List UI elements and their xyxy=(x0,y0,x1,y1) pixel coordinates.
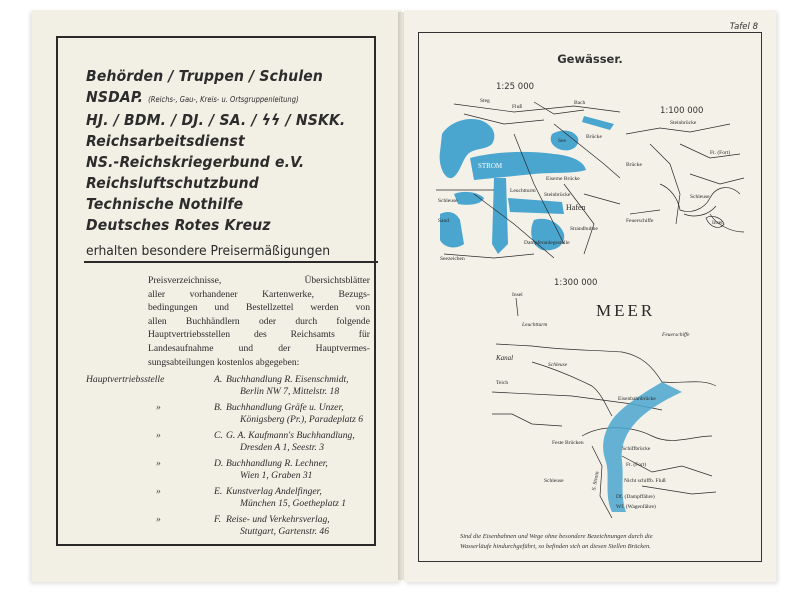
title-line-6: Reichsluftschutzbund xyxy=(86,174,259,192)
distributor-text xyxy=(226,430,355,454)
distributor-letter: A. xyxy=(214,374,223,385)
label-steinbruecke-2: Steinbrücke xyxy=(670,120,697,126)
distributor-name: Kunstverlag Andelfinger, xyxy=(226,486,322,497)
label-sand: Sand xyxy=(438,218,449,224)
paragraph-line: allen Buchhändlern oder durch folgende xyxy=(148,315,370,327)
label-steg: Steg xyxy=(480,98,490,104)
discount-text: erhalten besondere Preisermäßigungen xyxy=(86,244,331,259)
nsdap-label: NSDAP. xyxy=(86,88,144,106)
distributor-letter: D. xyxy=(214,458,224,469)
label-s-strom: S. Strom xyxy=(591,470,601,491)
distributor-row xyxy=(86,486,386,514)
paragraph-line: sungsabteilungen kostenlos abgegeben: xyxy=(148,356,300,368)
distributor-lead: » xyxy=(156,458,161,469)
label-bruecke-2: Brücke xyxy=(626,162,642,168)
map-lines xyxy=(626,124,744,232)
distributor-address: Wien 1, Graben 31 xyxy=(240,470,313,482)
label-eiserne-bruecke: Eiserne Brücke xyxy=(546,176,580,182)
paragraph-line: aller vorhandener Kartenwerke, Bezugs- xyxy=(148,288,370,300)
distributor-lead: » xyxy=(156,402,161,413)
map-1-100000 xyxy=(620,114,752,240)
caption-line-2: Wasserläufe hindurchgeführt, so befinden sich an diesen Stellen Brücken. xyxy=(460,543,651,550)
label-schleuse: Schleuse xyxy=(438,198,458,204)
distributor-name: Buchhandlung R. Eisenschmidt, xyxy=(226,374,349,385)
paragraph-line: Preisverzeichnisse, Übersichtsblätter xyxy=(148,275,370,286)
distributor-name: Buchhandlung R. Lechner, xyxy=(226,458,328,469)
title-line-2 xyxy=(86,87,356,110)
map-lines xyxy=(492,298,716,518)
info-paragraph xyxy=(148,274,370,369)
distributor-letter: B. xyxy=(214,402,223,413)
label-schleuse-2: Schleuse xyxy=(690,194,710,200)
distributor-text xyxy=(226,514,330,538)
scale-medium: 1:100 000 xyxy=(660,106,704,116)
label-teich: Teich xyxy=(496,380,509,386)
label-seezeichen: Seezeichen xyxy=(440,256,465,262)
distributor-letter: F. xyxy=(214,514,222,525)
label-schiffbruecke: Schiffbrücke xyxy=(622,446,651,452)
distributor-address: Berlin NW 7, Mittelstr. 18 xyxy=(240,386,340,398)
distributor-list xyxy=(86,374,386,542)
distributor-text xyxy=(226,374,349,398)
distributor-address: Dresden A 1, Seestr. 3 xyxy=(240,442,325,454)
label-strom: STROM xyxy=(478,162,503,170)
label-ft-fort: Ft. (Fort) xyxy=(710,150,731,156)
distributor-name: Reise- und Verkehrsverlag, xyxy=(226,514,330,525)
scale-large: 1:25 000 xyxy=(496,82,535,92)
title-block xyxy=(86,66,386,236)
plate-number: Tafel 8 xyxy=(729,22,758,32)
label-see: See xyxy=(558,138,566,144)
label-leuchtturm-3: Leuchtturm xyxy=(522,322,548,328)
paragraph-line: bedingungen und Bestellzettel werden von xyxy=(148,302,370,314)
distributor-row xyxy=(86,514,386,542)
distributor-letter: C. xyxy=(214,430,223,441)
distributor-row xyxy=(86,374,386,402)
nsdap-subtitle: (Reichs-, Gau-, Kreis- u. Ortsgruppenleitung) xyxy=(148,95,299,104)
caption-line-1: Sind die Eisenbahnen und Wege ohne besondere Bezeichnungen durch die xyxy=(460,533,653,540)
right-page xyxy=(404,10,776,582)
map-1-25000 xyxy=(434,94,624,264)
label-strandbuhne: Strandbuhne xyxy=(570,226,598,232)
label-schleuse-4: Schleuse xyxy=(544,478,564,484)
title-line-3: HJ. / BDM. / DJ. / SA. / ϟϟ / NSKK. xyxy=(86,111,346,129)
label-schleuse-3: Schleuse xyxy=(548,362,568,368)
label-meer: MEER xyxy=(596,301,656,320)
title-line-1: Behörden / Truppen / Schulen xyxy=(86,67,324,85)
paragraph-line: Landesaufnahme und der Hauptvermes- xyxy=(148,342,370,354)
map-caption xyxy=(460,532,738,552)
label-insel: Insel xyxy=(512,292,523,298)
distributor-lead: » xyxy=(156,430,161,441)
label-leuchtturm: Leuchtturm xyxy=(510,188,536,194)
label-dampferanlegestelle: Dampferanlegestelle xyxy=(524,240,570,246)
divider-rule xyxy=(84,261,378,263)
distributor-address: München 15, Goetheplatz 1 xyxy=(240,498,347,510)
distributor-lead: » xyxy=(156,486,161,497)
label-bruecke: Brücke xyxy=(586,134,602,140)
map-title: Gewässer. xyxy=(557,52,623,66)
distributor-lead: Hauptvertriebsstelle xyxy=(86,374,165,385)
label-insel-2: Insel xyxy=(712,220,723,226)
label-kanal: Kanal xyxy=(496,354,514,362)
distributor-row xyxy=(86,402,386,430)
distributor-row xyxy=(86,458,386,486)
distributor-letter: E. xyxy=(214,486,223,497)
label-schiffbarer-fluss: Nicht schiffb. Fluß xyxy=(624,478,666,484)
label-fluss: Fluß xyxy=(512,104,523,110)
label-fort-3: Ft. (Fort) xyxy=(626,462,647,468)
distributor-lead: » xyxy=(156,514,161,525)
left-page xyxy=(32,10,402,582)
distributor-name: Buchhandlung Gräfe u. Unzer, xyxy=(226,402,344,413)
distributor-text xyxy=(226,486,346,510)
map-1-300000 xyxy=(492,286,722,518)
distributor-text xyxy=(226,458,328,482)
distributor-address: Stuttgart, Gartenstr. 46 xyxy=(240,526,330,538)
title-line-7: Technische Nothilfe xyxy=(86,195,244,213)
title-line-8: Deutsches Rotes Kreuz xyxy=(86,216,271,234)
label-feuerschiff-2: Feuerschiffe xyxy=(626,218,654,224)
label-dampffaehre: Df. (Dampffähre) xyxy=(616,494,655,500)
scale-small: 1:300 000 xyxy=(554,278,598,288)
label-bach: Bach xyxy=(574,100,586,106)
label-steinbruecke: Steinbrücke xyxy=(544,192,571,198)
label-eisenbahnbruecke: Eisenbahnbrücke xyxy=(618,396,656,402)
label-feuerschiffe: Feuerschiffe xyxy=(662,332,690,338)
distributor-row xyxy=(86,430,386,458)
title-line-4: Reichsarbeitsdienst xyxy=(86,132,245,150)
distributor-name: G. A. Kaufmann's Buchhandlung, xyxy=(226,430,355,441)
label-wagenfaehre: Wf. (Wagenfähre) xyxy=(616,504,656,510)
paragraph-line: Hauptvertriebsstellen des Reichsamts für xyxy=(148,329,370,341)
title-line-5: NS.-Reichskriegerbund e.V. xyxy=(86,153,305,171)
distributor-address: Königsberg (Pr.), Paradeplatz 6 xyxy=(240,414,364,426)
label-hafen: Hafen xyxy=(566,203,586,212)
label-feste-bruecken: Feste Brücken xyxy=(552,440,584,446)
distributor-text xyxy=(226,402,363,426)
